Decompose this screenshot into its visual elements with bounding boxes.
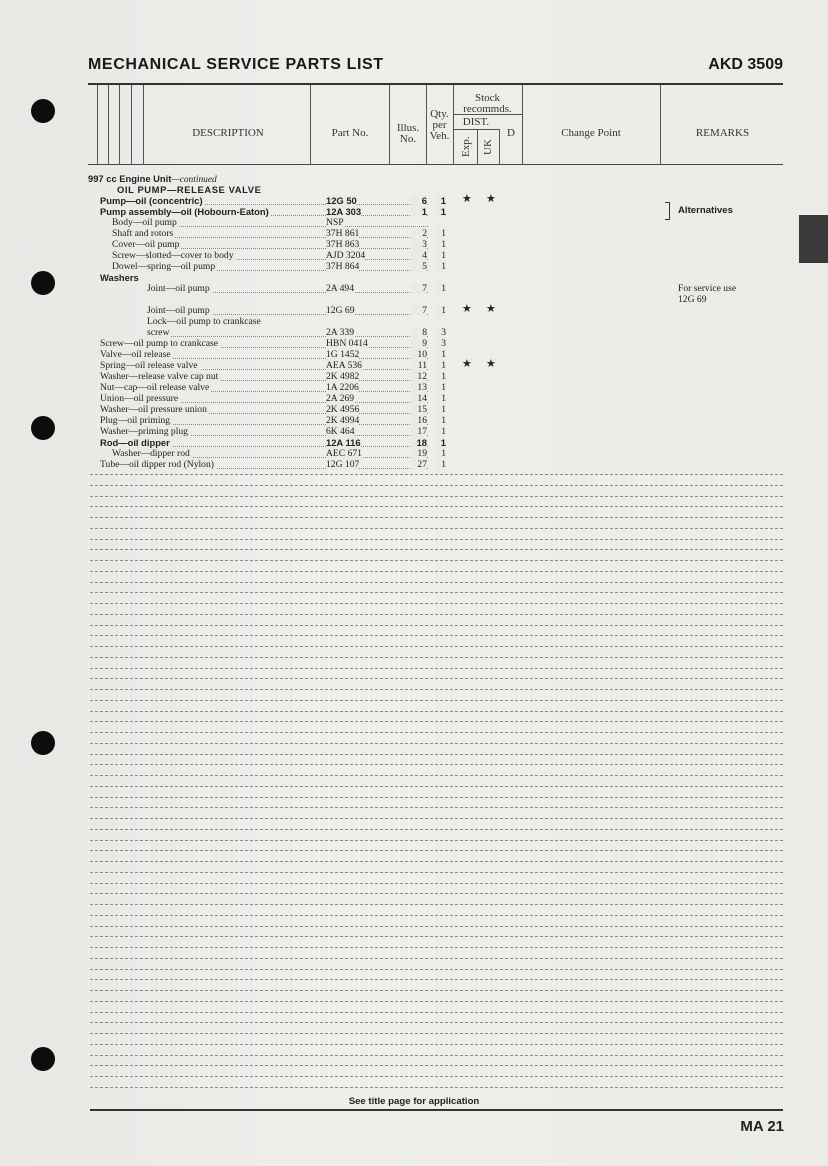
change-point-header: Change Point	[561, 127, 621, 139]
illus-number: 19	[411, 448, 427, 459]
punch-hole	[31, 271, 55, 295]
part-description: Joint—oil pump	[147, 305, 210, 316]
quantity: 1	[436, 228, 446, 239]
quantity: 1	[436, 349, 446, 360]
ruled-line	[90, 668, 783, 669]
part-description: Nut—cap—oil release valve	[100, 382, 210, 393]
ruled-line	[90, 743, 783, 744]
dist-header: DIST.	[462, 116, 490, 128]
ruled-line	[90, 1065, 783, 1066]
ruled-line	[90, 1055, 783, 1056]
ruled-line	[90, 840, 783, 841]
illus-number: 14	[411, 393, 427, 404]
part-row	[88, 217, 783, 228]
quantity: 1	[436, 393, 446, 404]
part-row	[88, 437, 783, 448]
ruled-line	[90, 872, 783, 873]
remarks-header: REMARKS	[695, 127, 750, 139]
ruled-line	[90, 517, 783, 518]
part-description: Washer—priming plug	[100, 426, 188, 437]
part-row	[88, 382, 783, 393]
part-row	[88, 459, 783, 470]
part-number: 2K 4994	[326, 415, 360, 426]
part-description: Pump assembly—oil (Hobourn-Eaton)	[100, 206, 269, 217]
part-number: 12A 303	[326, 206, 362, 217]
ruled-line	[90, 861, 783, 862]
ruled-line	[90, 635, 783, 636]
part-row	[88, 360, 783, 371]
part-description: Washers	[100, 272, 139, 283]
part-description: Dowel—spring—oil pump	[112, 261, 216, 272]
quantity: 1	[436, 404, 446, 415]
ruled-line	[90, 807, 783, 808]
page-edge-tab	[799, 215, 828, 263]
part-description: Joint—oil pump	[147, 283, 210, 294]
part-description: Pump—oil (concentric)	[100, 195, 203, 206]
ruled-line	[90, 1087, 783, 1088]
stock-header: Stock recommds.	[463, 92, 512, 115]
part-number: NSP	[326, 217, 344, 228]
illus-number: 5	[411, 261, 427, 272]
part-row	[88, 448, 783, 459]
exp-header: Exp.	[460, 136, 472, 157]
part-row	[88, 404, 783, 415]
part-description: Rod—oil dipper	[100, 437, 170, 448]
group-heading	[88, 272, 783, 283]
ruled-line	[90, 1022, 783, 1023]
quantity: 1	[436, 426, 446, 437]
part-number: 37H 861	[326, 228, 360, 239]
ruled-line	[90, 754, 783, 755]
ruled-line	[90, 528, 783, 529]
quantity: 1	[436, 283, 446, 294]
illus-number: 4	[411, 250, 427, 261]
page-number: MA 21	[740, 1118, 784, 1135]
part-description: Screw—oil pump to crankcase	[100, 338, 219, 349]
part-description: Washer—dipper rod	[112, 448, 190, 459]
illus-number: 7	[411, 283, 427, 294]
ruled-line	[90, 936, 783, 937]
ruled-line	[90, 883, 783, 884]
part-row	[88, 250, 783, 261]
illus-number: 9	[411, 338, 427, 349]
ruled-line	[90, 474, 783, 475]
part-row	[88, 426, 783, 437]
part-description: Tube—oil dipper rod (Nylon)	[100, 459, 214, 470]
part-number: 2A 339	[326, 327, 354, 338]
quantity: 1	[436, 250, 446, 261]
punch-hole	[31, 731, 55, 755]
punch-hole	[31, 416, 55, 440]
ruled-line	[90, 818, 783, 819]
section-unit: 997 cc Engine Unit—continued	[88, 173, 217, 185]
part-number: AEC 671	[326, 448, 362, 459]
ruled-line	[90, 1001, 783, 1002]
stock-uk-star-icon: ★	[486, 358, 496, 370]
ruled-line	[90, 678, 783, 679]
quantity: 1	[436, 437, 446, 448]
part-description: Plug—oil priming	[100, 415, 171, 426]
part-description: Union—oil pressure	[100, 393, 179, 404]
part-no-header: Part No.	[331, 127, 369, 139]
ruled-line	[90, 485, 783, 486]
part-row	[88, 261, 783, 272]
document-code: AKD 3509	[708, 56, 783, 73]
part-number: 1A 2206	[326, 382, 359, 393]
part-number: 2A 494	[326, 283, 354, 294]
part-description: Cover—oil pump	[112, 239, 180, 250]
punch-hole	[31, 1047, 55, 1071]
column-header	[88, 85, 783, 165]
ruled-line	[90, 582, 783, 583]
ruled-line	[90, 549, 783, 550]
quantity: 1	[436, 206, 446, 217]
ruled-line	[90, 775, 783, 776]
ruled-line	[90, 1012, 783, 1013]
part-number: 12G 69	[326, 305, 355, 316]
part-description: screw	[147, 327, 170, 338]
ruled-line	[90, 979, 783, 980]
blank-ruled-lines	[90, 474, 783, 1094]
ruled-line	[90, 764, 783, 765]
part-row	[88, 338, 783, 349]
stock-exp-star-icon: ★	[462, 193, 472, 205]
ruled-line	[90, 1033, 783, 1034]
ruled-line	[90, 603, 783, 604]
part-number: 37H 863	[326, 239, 360, 250]
stock-exp-star-icon: ★	[462, 358, 472, 370]
part-row	[88, 393, 783, 404]
part-row	[88, 415, 783, 426]
part-row	[88, 305, 783, 316]
quantity: 1	[436, 239, 446, 250]
ruled-line	[90, 700, 783, 701]
ruled-line	[90, 689, 783, 690]
illus-number: 10	[411, 349, 427, 360]
ruled-line	[90, 625, 783, 626]
page-title: MECHANICAL SERVICE PARTS LIST	[88, 56, 384, 73]
part-number: 12G 50	[326, 195, 357, 206]
ruled-line	[90, 732, 783, 733]
part-row	[88, 371, 783, 382]
ruled-line	[90, 786, 783, 787]
part-row	[88, 239, 783, 250]
ruled-line	[90, 915, 783, 916]
ruled-line	[90, 947, 783, 948]
stock-uk-star-icon: ★	[486, 193, 496, 205]
ruled-line	[90, 646, 783, 647]
part-row	[88, 294, 783, 305]
uk-header: UK	[482, 139, 494, 155]
ruled-line	[90, 990, 783, 991]
illus-number: 7	[411, 305, 427, 316]
ruled-line	[90, 893, 783, 894]
part-description: Valve—oil release	[100, 349, 171, 360]
punch-hole	[31, 99, 55, 123]
ruled-line	[90, 1044, 783, 1045]
illus-number: 2	[411, 228, 427, 239]
illus-number: 8	[411, 327, 427, 338]
footer-note: See title page for application	[348, 1096, 480, 1107]
quantity: 1	[436, 448, 446, 459]
illus-number: 15	[411, 404, 427, 415]
ruled-line	[90, 721, 783, 722]
quantity: 1	[436, 459, 446, 470]
part-number: 12G 107	[326, 459, 360, 470]
part-row	[88, 316, 783, 327]
illus-number: 11	[411, 360, 427, 371]
part-row	[88, 283, 783, 294]
qty-header: Qty. per Veh.	[429, 108, 450, 142]
alternatives-bracket	[665, 202, 670, 220]
illus-number: 27	[411, 459, 427, 470]
ruled-line	[90, 571, 783, 572]
part-number: 2K 4982	[326, 371, 360, 382]
footer-rule	[90, 1109, 783, 1111]
ruled-line	[90, 711, 783, 712]
part-description: Lock—oil pump to crankcase	[147, 316, 261, 327]
quantity: 1	[436, 382, 446, 393]
quantity: 3	[436, 338, 446, 349]
illus-number: 17	[411, 426, 427, 437]
ruled-line	[90, 797, 783, 798]
quantity: 1	[436, 195, 446, 206]
illus-number: 3	[411, 239, 427, 250]
part-row	[88, 349, 783, 360]
parts-rows	[88, 173, 783, 470]
ruled-line	[90, 904, 783, 905]
illus-number: 18	[411, 437, 427, 448]
part-number: HBN 0414	[326, 338, 368, 349]
part-number: 12A 116	[326, 437, 361, 448]
ruled-line	[90, 506, 783, 507]
ruled-line	[90, 539, 783, 540]
quantity: 1	[436, 305, 446, 316]
ruled-line	[90, 1076, 783, 1077]
part-number: 6K 464	[326, 426, 355, 437]
part-description: Screw—slotted—cover to body	[112, 250, 234, 261]
part-description: Washer—oil pressure union	[100, 404, 207, 415]
part-number: AJD 3204	[326, 250, 366, 261]
ruled-line	[90, 614, 783, 615]
ruled-line	[90, 958, 783, 959]
ruled-line	[90, 850, 783, 851]
part-description: Washer—release valve cap nut	[100, 371, 219, 382]
illus-no-header: Illus. No.	[396, 122, 420, 145]
quantity: 1	[436, 360, 446, 371]
quantity: 1	[436, 371, 446, 382]
illus-number: 12	[411, 371, 427, 382]
part-description: Body—oil pump	[112, 217, 177, 228]
part-number: 2A 269	[326, 393, 354, 404]
d-header: D	[507, 127, 515, 139]
ruled-line	[90, 496, 783, 497]
description-header: DESCRIPTION	[192, 127, 264, 139]
quantity: 1	[436, 261, 446, 272]
illus-number: 13	[411, 382, 427, 393]
stock-uk-star-icon: ★	[486, 303, 496, 315]
part-number: 2K 4956	[326, 404, 360, 415]
stock-exp-star-icon: ★	[462, 303, 472, 315]
part-remark: For service use	[678, 283, 737, 294]
ruled-line	[90, 829, 783, 830]
ruled-line	[90, 592, 783, 593]
section-heading: OIL PUMP—RELEASE VALVE	[117, 184, 262, 195]
quantity: 1	[436, 415, 446, 426]
ruled-line	[90, 560, 783, 561]
part-remark: 12G 69	[678, 294, 707, 305]
part-number: 1G 1452	[326, 349, 360, 360]
part-row	[88, 327, 783, 338]
part-row	[88, 228, 783, 239]
ruled-line	[90, 926, 783, 927]
illus-number: 16	[411, 415, 427, 426]
part-description: Spring—oil release valve	[100, 360, 198, 371]
ruled-line	[90, 657, 783, 658]
illus-number: 1	[411, 206, 427, 217]
quantity: 3	[436, 327, 446, 338]
part-number: AEA 536	[326, 360, 362, 371]
alternatives-remark: Alternatives	[678, 205, 733, 216]
illus-number: 6	[411, 195, 427, 206]
part-description: Shaft and rotors	[112, 228, 174, 239]
part-number: 37H 864	[326, 261, 360, 272]
ruled-line	[90, 969, 783, 970]
